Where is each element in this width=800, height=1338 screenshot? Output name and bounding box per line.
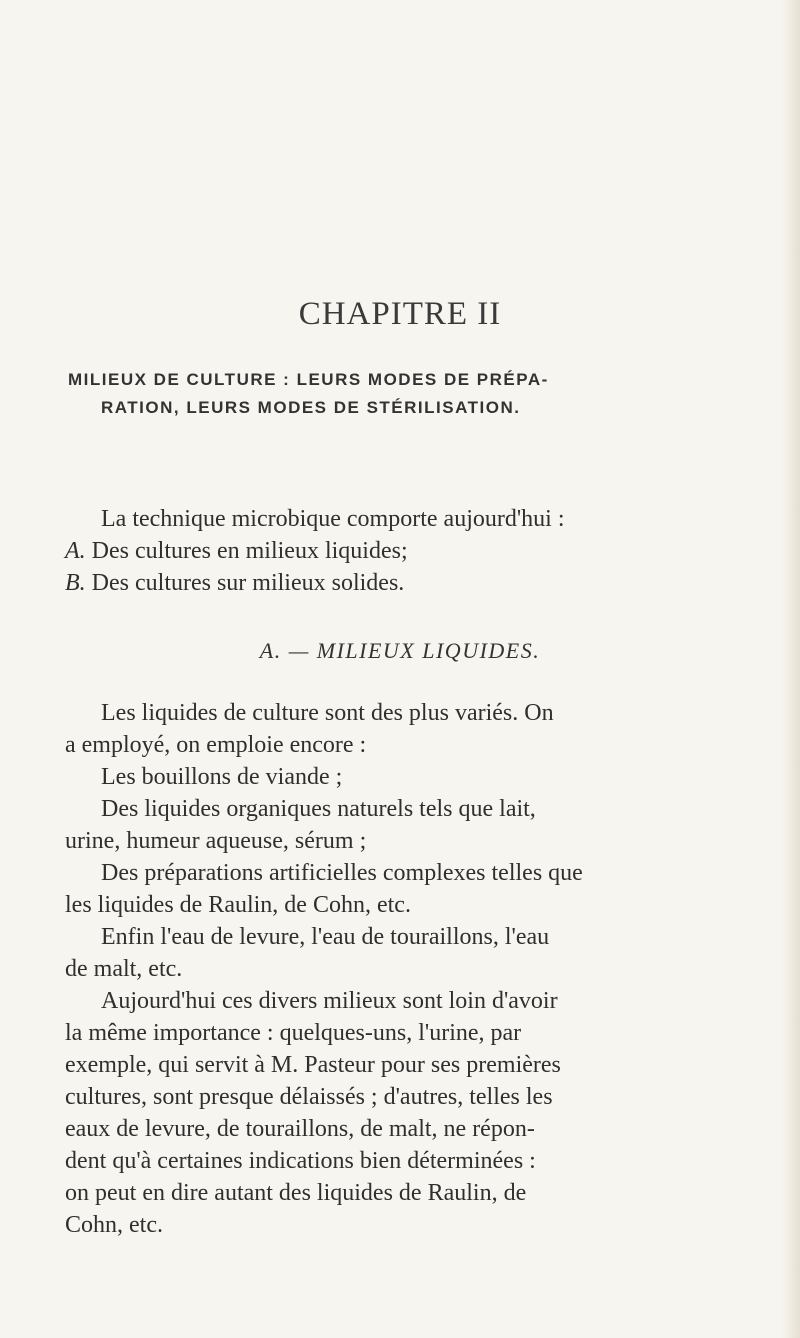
body-line: eaux de levure, de touraillons, de malt, ne répon- (65, 1116, 535, 1142)
body-line: urine, humeur aqueuse, sérum ; (65, 828, 367, 854)
page-edge-shadow (782, 0, 800, 1338)
body-line: Enfin l'eau de levure, l'eau de touraillons, l'eau (101, 924, 550, 950)
body-line: cultures, sont presque délaissés ; d'autres, telles les (65, 1084, 553, 1110)
body-line: Les bouillons de viande ; (101, 764, 343, 790)
chapter-subtitle-line-1: MILIEUX DE CULTURE : LEURS MODES DE PRÉPA- (68, 370, 549, 389)
body-line: la même importance : quelques-uns, l'urine, par (65, 1020, 522, 1046)
list-item-b (65, 570, 755, 597)
body-line: on peut en dire autant des liquides de Raulin, de (65, 1180, 527, 1206)
list-text-b: Des cultures sur milieux solides. (85, 570, 405, 596)
list-text-a: Des cultures en milieux liquides; (85, 538, 408, 564)
list-item-a (65, 538, 755, 565)
body-line: a employé, on emploie encore : (65, 732, 367, 758)
body-line: Aujourd'hui ces divers milieux sont loin d'avoir (101, 988, 558, 1014)
body-line: Des préparations artificielles complexes telles que (101, 860, 583, 886)
body-line: les liquides de Raulin, de Cohn, etc. (65, 892, 411, 918)
body-line: Des liquides organiques naturels tels que lait, (101, 796, 536, 822)
body-line: Cohn, etc. (65, 1212, 163, 1238)
section-heading: A. — MILIEUX LIQUIDES. (259, 638, 541, 663)
intro-line: La technique microbique comporte aujourd'hui : (101, 506, 565, 532)
list-label-a: A. (65, 538, 86, 564)
body-line: exemple, qui servit à M. Pasteur pour ses premières (65, 1052, 561, 1078)
body-line: de malt, etc. (65, 956, 183, 982)
body-line: dent qu'à certaines indications bien déterminées : (65, 1148, 536, 1174)
body-line: Les liquides de culture sont des plus variés. On (101, 700, 554, 726)
chapter-title: CHAPITRE II (298, 296, 502, 332)
chapter-subtitle-line-2: RATION, LEURS MODES DE STÉRILISATION. (101, 398, 521, 417)
list-label-b: B. (65, 570, 86, 596)
